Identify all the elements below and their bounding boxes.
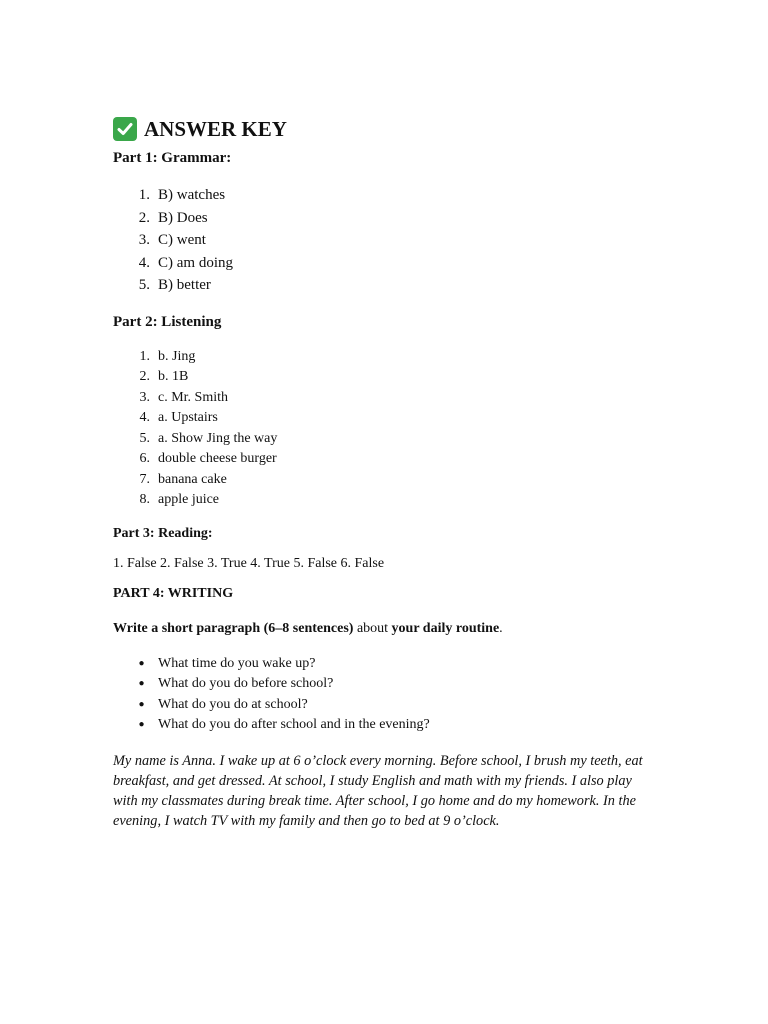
- reading-answers: 1. False 2. False 3. True 4. True 5. False 6. False: [113, 555, 385, 571]
- list-item: ● What do you do before school?: [113, 674, 673, 695]
- title-text: ANSWER KEY: [144, 116, 287, 141]
- bullet-icon: ●: [138, 698, 145, 710]
- list-item: 3. c. Mr. Smith: [139, 389, 229, 405]
- list-item: 4. a. Upstairs: [139, 410, 218, 425]
- writing-prompt-list: [113, 654, 673, 736]
- list-item: 3. C) went: [138, 232, 206, 248]
- list-item: ● What do you do after school and in the evening?: [113, 715, 673, 736]
- part1-heading: Part 1: Grammar:: [113, 150, 232, 166]
- list-item: 4. C) am doing: [138, 254, 233, 271]
- list-item: 8. apple juice: [139, 492, 220, 507]
- list-item: 1. b. Jing: [139, 348, 196, 364]
- list-item: 6. double cheese burger: [139, 451, 277, 466]
- part4-heading: PART 4: WRITING: [113, 585, 234, 601]
- part2-heading: Part 2: Listening: [113, 313, 222, 330]
- bullet-icon: ●: [138, 719, 145, 730]
- check-mark-icon: [113, 117, 137, 141]
- list-item: 7. banana cake: [139, 471, 227, 487]
- list-item: 1. B) watches: [138, 187, 226, 203]
- list-item: 5. B) better: [138, 277, 211, 293]
- bullet-icon: ●: [138, 657, 145, 669]
- part3-heading: Part 3: Reading:: [113, 525, 213, 541]
- list-item: 2. B) Does: [138, 209, 208, 226]
- list-item: ● What do you do at school?: [113, 695, 673, 716]
- list-item: 2. b. 1B: [139, 369, 189, 384]
- list-item: ● What time do you wake up?: [113, 654, 673, 675]
- listening-answer-list: [113, 347, 673, 511]
- page-title: [113, 112, 673, 146]
- answer-key-page: [113, 112, 673, 846]
- bullet-icon: ●: [138, 678, 145, 689]
- sample-paragraph: My name is Anna. I wake up at 6 o’clock every morning. Before school, I brush my teeth, eat breakfast, and get dressed. At school, I study English and math with my friends. I also play with my classmates during break time. After school, I go home and do my homework. In the evening, I watch TV with my family and then go to bed at 9 o’clock.: [113, 752, 643, 830]
- writing-instruction: Write a short paragraph (6–8 sentences) about your daily routine.: [113, 620, 503, 636]
- grammar-answer-list: [113, 184, 673, 297]
- list-item: 5. a. Show Jing the way: [139, 430, 278, 446]
